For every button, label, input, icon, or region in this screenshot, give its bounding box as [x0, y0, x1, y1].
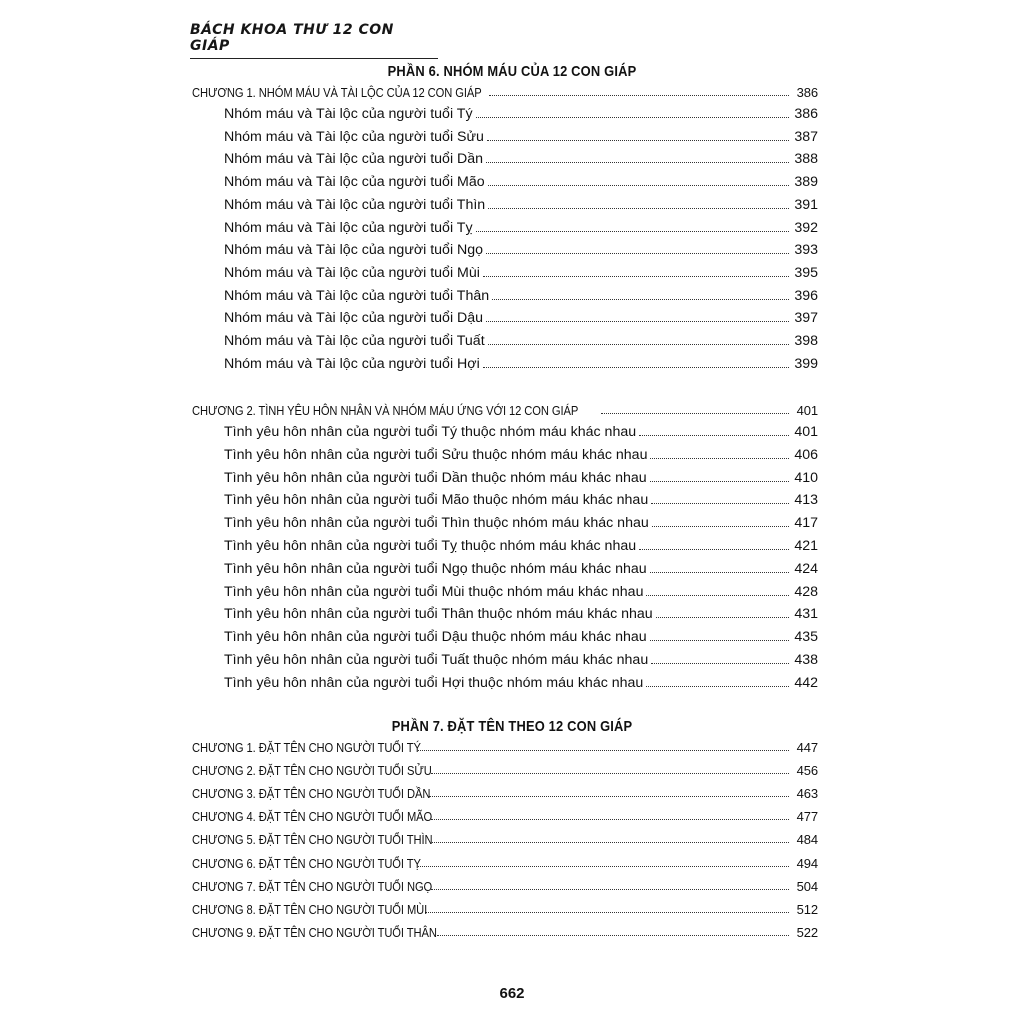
- toc-page-number: 447: [796, 740, 818, 755]
- dot-leader: [650, 639, 789, 641]
- toc-chapter-row[interactable]: [192, 786, 818, 801]
- toc-entry-label: Tình yêu hôn nhân của người tuổi Dần thuộc nhóm máu khác nhau: [224, 469, 647, 486]
- part6-title: PHẦN 6. NHÓM MÁU CỦA 12 CON GIÁP: [387, 63, 637, 80]
- dot-leader: [651, 662, 789, 664]
- toc-page-number: 398: [794, 333, 818, 349]
- toc-chapter-row[interactable]: [192, 740, 818, 755]
- toc-entry-label: Nhóm máu và Tài lộc của người tuổi Ngọ: [224, 242, 484, 259]
- toc-chapter-label: CHƯƠNG 2. ĐẶT TÊN CHO NGƯỜI TUỔI SỬU: [192, 763, 432, 779]
- toc-page-number: 401: [794, 424, 818, 440]
- toc-entry-row[interactable]: [224, 174, 818, 190]
- dot-leader: [486, 161, 789, 163]
- dot-leader: [652, 525, 789, 527]
- toc-entry-label: Nhóm máu và Tài lộc của người tuổi Mão: [224, 174, 485, 191]
- dot-leader: [646, 594, 789, 596]
- toc-entry-row[interactable]: [224, 265, 818, 281]
- dot-leader: [418, 865, 789, 867]
- dot-leader: [476, 116, 789, 118]
- toc-entry-label: Tình yêu hôn nhân của người tuổi Tuất thuộc nhóm máu khác nhau: [224, 652, 649, 668]
- dot-leader: [425, 911, 789, 913]
- toc-chapter-row[interactable]: [192, 85, 818, 100]
- toc-page-number: 424: [794, 560, 818, 577]
- toc-entry-label: Tình yêu hôn nhân của người tuổi Ngọ thuộc nhóm máu khác nhau: [224, 560, 647, 577]
- dot-leader: [483, 275, 789, 277]
- dot-leader: [650, 480, 789, 482]
- toc-entry-row[interactable]: [224, 629, 818, 645]
- toc-chapter-row[interactable]: [192, 925, 818, 940]
- dot-leader: [639, 548, 789, 550]
- toc-entry-label: Nhóm máu và Tài lộc của người tuổi Tỵ: [224, 219, 473, 236]
- dot-leader: [488, 343, 789, 345]
- dot-leader: [418, 749, 789, 751]
- toc-page-number: 438: [794, 652, 818, 668]
- toc-page-number: 477: [796, 809, 818, 825]
- toc-entry-row[interactable]: [224, 561, 818, 577]
- toc-entry-label: Tình yêu hôn nhân của người tuổi Thìn thuộc nhóm máu khác nhau: [224, 515, 649, 532]
- toc-chapter-label: CHƯƠNG 6. ĐẶT TÊN CHO NGƯỜI TUỔI TỴ: [192, 855, 421, 871]
- toc-page-number: 417: [794, 515, 818, 532]
- toc-page-number: 396: [794, 287, 818, 304]
- part7-title: PHẦN 7. ĐẶT TÊN THEO 12 CON GIÁP: [391, 718, 633, 735]
- toc-chapter-label: CHƯƠNG 8. ĐẶT TÊN CHO NGƯỜI TUỔI MÙI: [192, 901, 428, 917]
- toc-page-number: 386: [794, 106, 818, 122]
- toc-entry-row[interactable]: [224, 106, 818, 122]
- toc-page-number: 391: [794, 196, 818, 213]
- toc-chapter-row[interactable]: [192, 902, 818, 917]
- toc-page-number: 406: [794, 446, 818, 463]
- page-number: 662: [499, 985, 525, 1002]
- toc-entry-row[interactable]: [224, 538, 818, 554]
- toc-chapter-label: CHƯƠNG 1. NHÓM MÁU VÀ TÀI LỘC CỦA 12 CON GIÁP: [192, 85, 482, 100]
- toc-entry-row[interactable]: [224, 197, 818, 213]
- toc-entry-label: Tình yêu hôn nhân của người tuổi Thân thuộc nhóm máu khác nhau: [224, 606, 653, 623]
- toc-entry-row[interactable]: [224, 424, 818, 440]
- toc-entry-row[interactable]: [224, 356, 818, 372]
- toc-entry-row[interactable]: [224, 151, 818, 167]
- toc-page-number: 410: [794, 469, 818, 486]
- dot-leader: [431, 818, 789, 820]
- dot-leader: [488, 207, 789, 209]
- toc-entry-label: Nhóm máu và Tài lộc của người tuổi Tuất: [224, 333, 485, 349]
- toc-entry-label: Tình yêu hôn nhân của người tuổi Hợi thuộc nhóm máu khác nhau: [224, 674, 644, 691]
- toc-chapter-row[interactable]: [192, 879, 818, 894]
- dot-leader: [651, 502, 789, 504]
- dot-leader: [486, 252, 789, 254]
- dot-leader: [476, 230, 789, 232]
- dot-leader: [431, 888, 789, 890]
- toc-entry-label: Nhóm máu và Tài lộc của người tuổi Dần: [224, 151, 484, 168]
- toc-entry-label: Nhóm máu và Tài lộc của người tuổi Mùi: [224, 264, 480, 281]
- toc-page-number: 421: [794, 538, 818, 554]
- toc-chapter-row[interactable]: [192, 809, 818, 824]
- toc-entry-label: Tình yêu hôn nhân của người tuổi Dậu thuộc nhóm máu khác nhau: [224, 629, 647, 646]
- toc-page-number: 504: [796, 878, 818, 894]
- toc-entry-label: Tình yêu hôn nhân của người tuổi Sửu thuộc nhóm máu khác nhau: [224, 446, 648, 463]
- toc-entry-label: Tình yêu hôn nhân của người tuổi Tý thuộc nhóm máu khác nhau: [224, 424, 637, 440]
- running-header: BÁCH KHOA THƯ 12 CON GIÁP: [190, 22, 438, 59]
- toc-entry-row[interactable]: [224, 242, 818, 258]
- toc-chapter-row[interactable]: [192, 832, 818, 847]
- toc-chapter-label: CHƯƠNG 7. ĐẶT TÊN CHO NGƯỜI TUỔI NGỌ: [192, 878, 433, 894]
- toc-entry-row[interactable]: [224, 470, 818, 486]
- dot-leader: [437, 934, 789, 936]
- toc-page-number: 512: [796, 901, 818, 917]
- dot-leader: [431, 772, 789, 774]
- dot-leader: [432, 841, 789, 843]
- toc-page-number: 463: [796, 786, 818, 802]
- toc-chapter-row[interactable]: [192, 856, 818, 871]
- toc-entry-row[interactable]: [224, 129, 818, 145]
- toc-chapter-row[interactable]: [192, 403, 818, 418]
- toc-page-number: 387: [794, 128, 818, 145]
- dot-leader: [483, 366, 789, 368]
- dot-leader: [656, 616, 789, 618]
- toc-chapter-label: CHƯƠNG 1. ĐẶT TÊN CHO NGƯỜI TUỔI TÝ: [192, 740, 421, 755]
- toc-page-number: 435: [794, 629, 818, 646]
- toc-chapter-label: CHƯƠNG 4. ĐẶT TÊN CHO NGƯỜI TUỔI MÃO: [192, 809, 433, 825]
- toc-chapter-label: CHƯƠNG 2. TÌNH YÊU HÔN NHÂN VÀ NHÓM MÁU ỨNG VỚI 12 CON GIÁP: [192, 403, 579, 418]
- toc-page-number: 397: [794, 310, 818, 327]
- toc-entry-label: Tình yêu hôn nhân của người tuổi Mùi thuộc nhóm máu khác nhau: [224, 583, 644, 600]
- toc-page-number: 388: [794, 151, 818, 168]
- toc-page-number: 401: [796, 403, 818, 418]
- toc-page-number: 413: [794, 492, 818, 509]
- toc-page-number: 399: [794, 355, 818, 372]
- dot-leader: [650, 571, 789, 573]
- toc-chapter-label: CHƯƠNG 3. ĐẶT TÊN CHO NGƯỜI TUỔI DẦN: [192, 786, 431, 802]
- toc-entry-label: Nhóm máu và Tài lộc của người tuổi Sửu: [224, 128, 484, 145]
- dot-leader: [489, 94, 789, 96]
- toc-entry-row[interactable]: [224, 447, 818, 463]
- toc-page-number: 431: [794, 606, 818, 623]
- dot-leader: [601, 412, 789, 414]
- toc-page-number: 442: [794, 674, 818, 691]
- toc-chapter-label: CHƯƠNG 5. ĐẶT TÊN CHO NGƯỜI TUỔI THÌN: [192, 832, 433, 848]
- toc-page-number: 428: [794, 583, 818, 600]
- dot-leader: [486, 320, 789, 322]
- toc-entry-label: Nhóm máu và Tài lộc của người tuổi Thìn: [224, 196, 486, 213]
- toc-entry-label: Nhóm máu và Tài lộc của người tuổi Thân: [224, 287, 490, 304]
- toc-chapter-label: CHƯƠNG 9. ĐẶT TÊN CHO NGƯỜI TUỔI THÂN: [192, 924, 437, 940]
- dot-leader: [487, 139, 789, 141]
- toc-entry-row[interactable]: [224, 584, 818, 600]
- toc-entry-row[interactable]: [224, 220, 818, 236]
- toc-entry-row[interactable]: [224, 675, 818, 691]
- toc-entry-label: Tình yêu hôn nhân của người tuổi Tỵ thuộc nhóm máu khác nhau: [224, 538, 637, 554]
- toc-entry-row[interactable]: [224, 492, 818, 508]
- toc-page-number: 484: [796, 832, 818, 848]
- toc-chapter-row[interactable]: [192, 763, 818, 778]
- toc-entry-row[interactable]: [224, 515, 818, 531]
- toc-page-number: 386: [796, 85, 818, 100]
- toc-entry-row[interactable]: [224, 310, 818, 326]
- toc-entry-label: Nhóm máu và Tài lộc của người tuổi Dậu: [224, 310, 484, 327]
- toc-entry-label: Nhóm máu và Tài lộc của người tuổi Hợi: [224, 355, 480, 372]
- toc-page-number: 494: [796, 855, 818, 871]
- toc-page-number: 395: [794, 264, 818, 281]
- toc-page-number: 389: [794, 174, 818, 191]
- dot-leader: [429, 795, 789, 797]
- toc-entry-row[interactable]: [224, 652, 818, 668]
- dot-leader: [646, 685, 789, 687]
- toc-page-number: 393: [794, 242, 818, 259]
- dot-leader: [492, 298, 789, 300]
- dot-leader: [650, 457, 789, 459]
- dot-leader: [639, 434, 789, 436]
- toc-entry-row[interactable]: [224, 288, 818, 304]
- toc-page-number: 522: [796, 924, 818, 940]
- toc-page-number: 456: [796, 763, 818, 779]
- toc-entry-row[interactable]: [224, 333, 818, 349]
- toc-entry-label: Tình yêu hôn nhân của người tuổi Mão thuộc nhóm máu khác nhau: [224, 492, 649, 509]
- toc-entry-label: Nhóm máu và Tài lộc của người tuổi Tý: [224, 106, 473, 122]
- toc-page-number: 392: [794, 219, 818, 236]
- toc-entry-row[interactable]: [224, 606, 818, 622]
- dot-leader: [488, 184, 789, 186]
